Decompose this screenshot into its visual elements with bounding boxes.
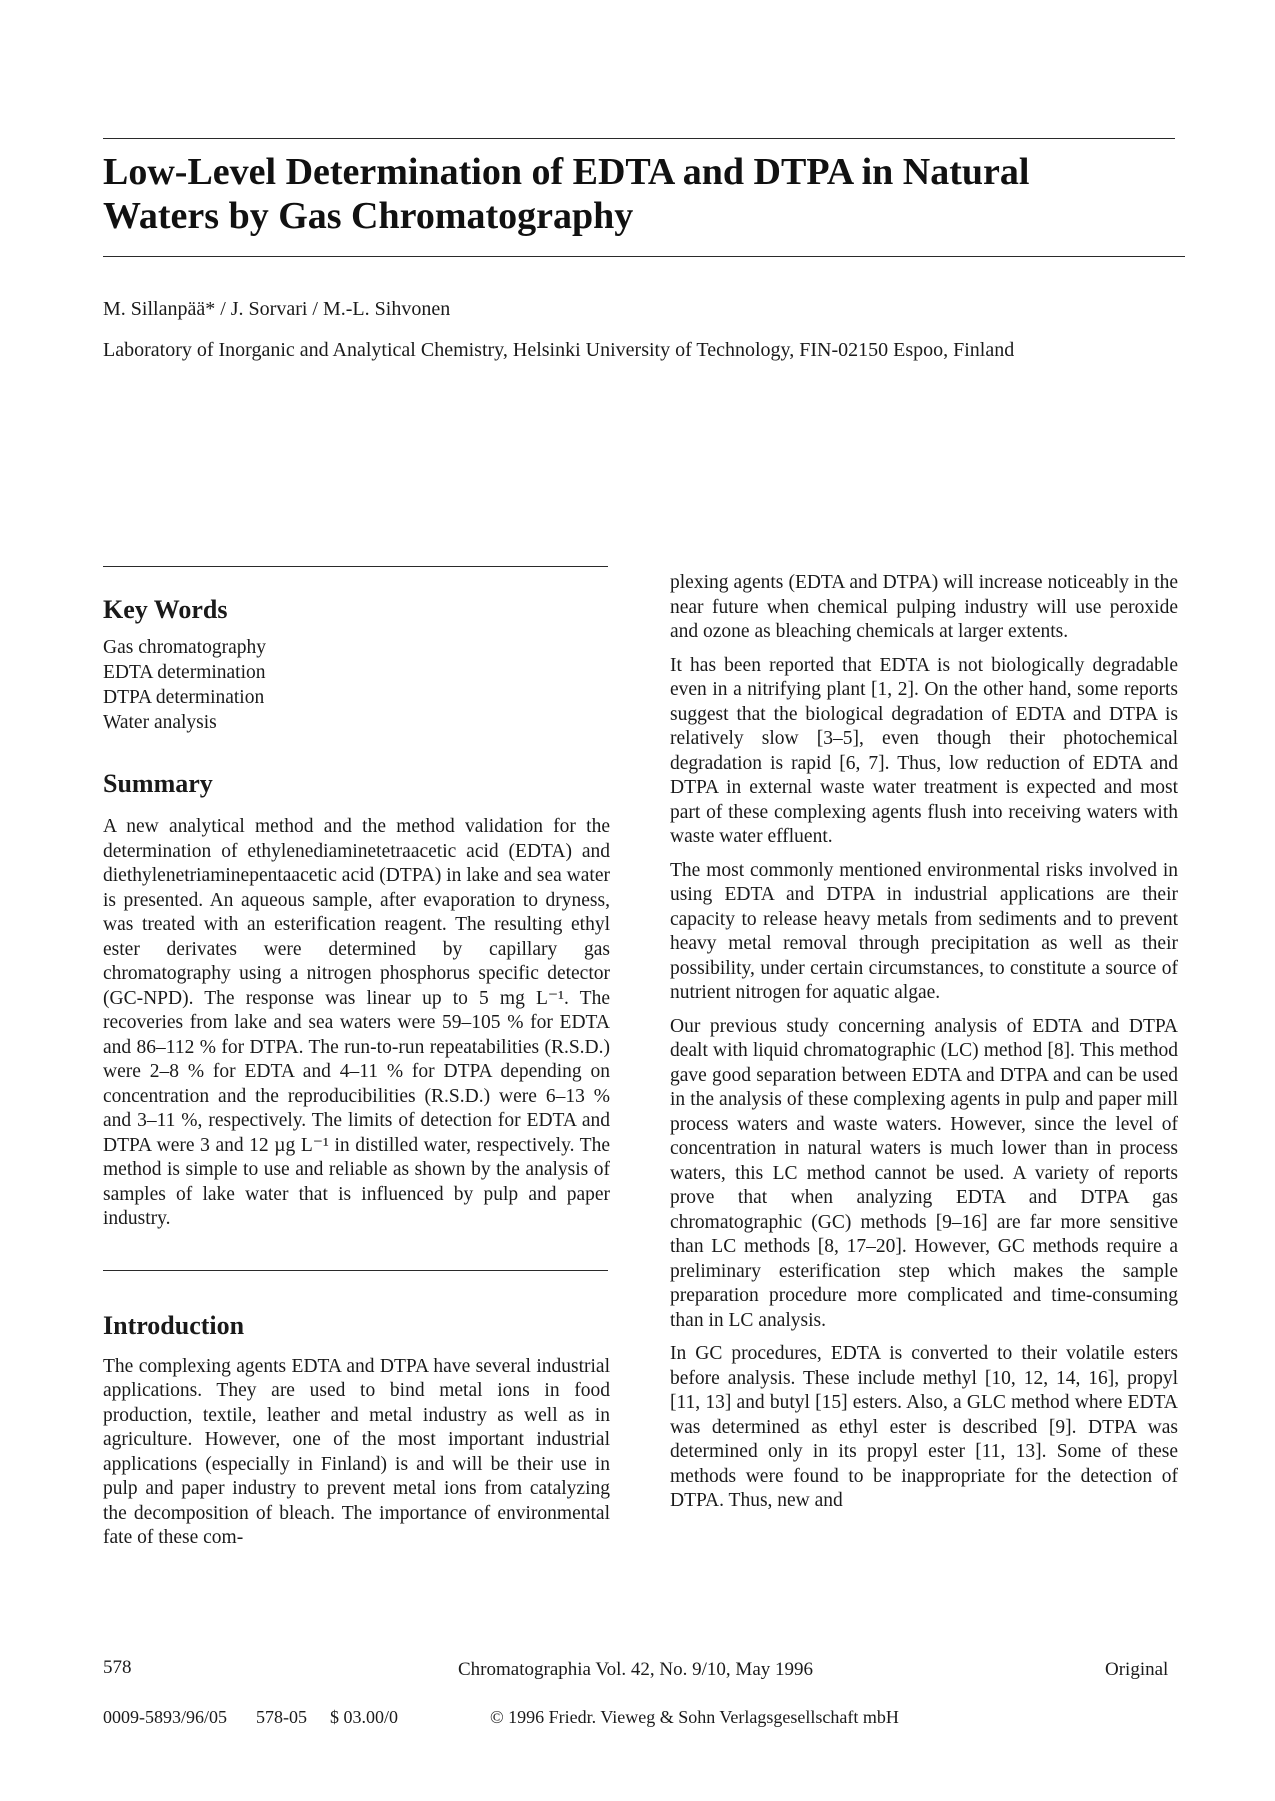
summary-heading: Summary bbox=[103, 769, 213, 798]
article-type: Original bbox=[1105, 1659, 1169, 1680]
copyright: © 1996 Friedr. Vieweg & Sohn Verlagsgesellschaft mbH bbox=[490, 1707, 899, 1727]
author-list: M. Sillanpää* / J. Sorvari / M.-L. Sihvonen bbox=[103, 298, 451, 320]
keywords-divider bbox=[103, 566, 608, 567]
keyword-item: EDTA determination bbox=[103, 662, 266, 683]
page-code: 578-05 bbox=[256, 1707, 307, 1727]
issn: 0009-5893/96/05 bbox=[103, 1707, 227, 1727]
header-rule-bottom bbox=[103, 256, 1185, 257]
keywords-heading: Key Words bbox=[103, 595, 228, 624]
introduction-heading: Introduction bbox=[103, 1310, 245, 1340]
paper-title: Low-Level Determination of EDTA and DTPA in Natural Waters by Gas Chromatography bbox=[103, 151, 1030, 237]
left-column bbox=[103, 566, 610, 1551]
body-paragraph: Our previous study concerning analysis of EDTA and DTPA dealt with liquid chromatographic (LC) method [8]. This method gave good separation between EDTA and DTPA and can be used in the analysis of these complexing agents in pulp and paper mill process waters and waste waters. However, since the level of concentration in natural waters is much lower than in process waters, this LC method cannot be used. A variety of reports prove that when analyzing EDTA and DTPA gas chromatographic (GC) methods [9–16] are far more sensitive than LC methods [8, 17–20]. However, GC methods require a preliminary esterification step which makes the sample preparation procedure more complicated and time-consuming than in LC analysis. bbox=[670, 1015, 1178, 1331]
keyword-item: Water analysis bbox=[103, 712, 217, 733]
journal-citation: Chromatographia Vol. 42, No. 9/10, May 1996 bbox=[458, 1659, 813, 1680]
right-column bbox=[670, 571, 1178, 1523]
header-rule-top bbox=[103, 138, 1175, 139]
summary-text: A new analytical method and the method validation for the determination of ethylenediaminetetraacetic acid (EDTA) and diethylenetriaminepentaacetic acid (DTPA) in lake and sea water is presented. An aqueous sample, after evaporation to dryness, was treated with an esterification reagent. The resulting ethyl ester derivates were determined by capillary gas chromatography using a nitrogen phosphorus specific detector (GC-NPD). The response was linear up to 5 mg L⁻¹. The recoveries from lake and sea waters were 59–105 % for EDTA and 86–112 % for DTPA. The run-to-run repeatabilities (R.S.D.) were 2–8 % for EDTA and 4–11 % for DTPA depending on concentration and the reproducibilities (R.S.D.) were 6–13 % and 3–11 %, respectively. The limits of detection for EDTA and DTPA were 3 and 12 µg L⁻¹ in distilled water, respectively. The method is simple to use and reliable as shown by the analysis of samples of lake water that is influenced by pulp and paper industry. bbox=[103, 816, 610, 1229]
body-paragraph: The most commonly mentioned environmental risks involved in using EDTA and DTPA in industrial applications are their capacity to release heavy metals from sediments and to prevent heavy metal removal through precipitation as well as their possibility, under certain circumstances, to constitute a source of nutrient nitrogen for aquatic algae. bbox=[670, 859, 1178, 1003]
body-paragraph: It has been reported that EDTA is not biologically degradable even in a nitrifying plant [1, 2]. On the other hand, some reports suggest that the biological degradation of EDTA and DTPA is relatively slow [3–5], even though their photochemical degradation is rapid [6, 7]. Thus, low reduction of EDTA and DTPA in external waste water treatment is expected and most part of these complexing agents flush into receiving waters with waste water effluent. bbox=[670, 654, 1178, 847]
price: $ 03.00/0 bbox=[330, 1707, 399, 1727]
introduction-divider bbox=[103, 1270, 608, 1271]
body-paragraph: In GC procedures, EDTA is converted to their volatile esters before analysis. These include methyl [10, 12, 14, 16], propyl [11, 13] and butyl [15] esters. Also, a GLC method where EDTA was determined as ethyl ester is described [9]. DTPA was determined only in its propyl ester [11, 13]. Some of these methods were found to be inappropriate for the detection of DTPA. Thus, new and bbox=[670, 1343, 1178, 1511]
keyword-item: Gas chromatography bbox=[103, 637, 266, 658]
keywords-list bbox=[103, 635, 610, 735]
keyword-item: DTPA determination bbox=[103, 687, 265, 708]
affiliation: Laboratory of Inorganic and Analytical Chemistry, Helsinki University of Technology, FIN-02150 Espoo, Finland bbox=[103, 339, 1015, 361]
introduction-text: The complexing agents EDTA and DTPA have several industrial applications. They are used to bind metal ions in food production, textile, leather and metal industry as well as in agriculture. However, one of the most important industrial applications (especially in Finland) is and will be their use in pulp and paper industry to prevent metal ions from catalyzing the decomposition of bleach. The importance of environmental fate of these com- bbox=[103, 1355, 610, 1548]
page-number: 578 bbox=[103, 1657, 132, 1678]
body-paragraph: plexing agents (EDTA and DTPA) will increase noticeably in the near future when chemical pulping industry will use peroxide and ozone as bleaching chemicals at larger extents. bbox=[670, 572, 1178, 642]
